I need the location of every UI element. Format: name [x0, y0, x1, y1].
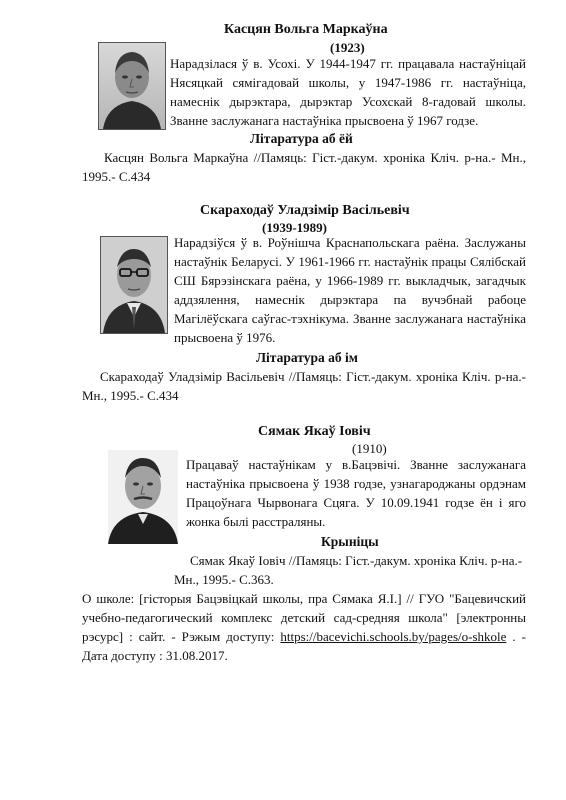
entry-1-years: (1923)	[330, 40, 365, 55]
entry-3-sources-heading: Крыніцы	[321, 534, 379, 549]
entry-3-portrait-photo	[108, 450, 178, 544]
entry-2-years: (1939-1989)	[262, 220, 327, 235]
web-source-access-date: . - Дата доступу : 31.08.2017.	[82, 629, 526, 663]
school-website-link[interactable]: https://bacevichi.schools.by/pages/o-shkole	[280, 629, 507, 644]
entry-2-biography: Нарадзіўся ў в. Роўнішча Краснапольскага раёна. Заслужаны настаўнік Беларусі. У 1961-1966 гг. настаўнік працы Сялібскай СШ Бярэзінскага раёна, у 1966-1989 гг. выкладчык, загадчык аддзялення, намеснік дырэктара па вучэбнай рабоце Магілёўскага саўгас-тэхнікума. Званне заслужанага настаўніка прысвоена ў 1976.	[174, 235, 526, 345]
entry-2-literature-reference: Скараходаў Уладзімір Васільевіч //Памяць: Гіст.-дакум. хроніка Кліч. р-на.- Мн., 1995.- С.434	[82, 369, 526, 403]
entry-1-literature-heading: Літаратура аб ёй	[250, 131, 353, 146]
entry-2-name: Скараходаў Уладзімір Васільевіч	[200, 203, 410, 218]
entry-3-name: Сямак Якаў Іовіч	[258, 424, 371, 439]
entry-1-biography: Нарадзілася ў в. Усохі. У 1944-1947 гг. працавала настаўніцай Нясяцкай сямігадовай школы, у 1947-1986 гг. настаўніца, намеснік дырэктара, дырэктар Усохскай 8-гадовай школы. Званне заслужанага настаўніка прысвоена ў 1967 годзе.	[170, 56, 526, 128]
entry-3-source-reference: Сямак Якаў Іовіч //Памяць: Гіст.-дакум. хроніка Кліч. р-на.- Мн., 1995.- С.363.	[174, 553, 523, 587]
entry-2-literature-heading: Літаратура аб ім	[256, 350, 358, 365]
entry-1-portrait-photo	[98, 42, 166, 130]
entry-1-literature-reference: Касцян Вольга Маркаўна //Памяць: Гіст.-дакум. хроніка Кліч. р-на.- Мн., 1995.- С.434	[82, 150, 526, 184]
entry-3-biography: Працаваў настаўнікам у в.Бацэвічі. Званне заслужанага настаўніка прысвоена ў 1938 годзе, узнагароджаны ордэнам Працоўнага Чырвонага Сцяга. У 10.09.1941 годзе ён і яго жонка былі расстраляны.	[186, 457, 526, 529]
web-source-text: О школе: [гісторыя Бацэвіцкай школы, пра Сямака Я.І.] // ГУО "Бацевичский учебно-педагогический комплекс детский сад-средняя школа" [электронны рэсурс] : сайт. - Рэжым доступу:	[82, 591, 526, 644]
school-web-source	[82, 589, 526, 665]
entry-3-years: (1910)	[352, 441, 387, 456]
entry-1-name: Касцян Вольга Маркаўна	[224, 22, 388, 37]
entry-2-portrait-photo	[100, 236, 168, 334]
